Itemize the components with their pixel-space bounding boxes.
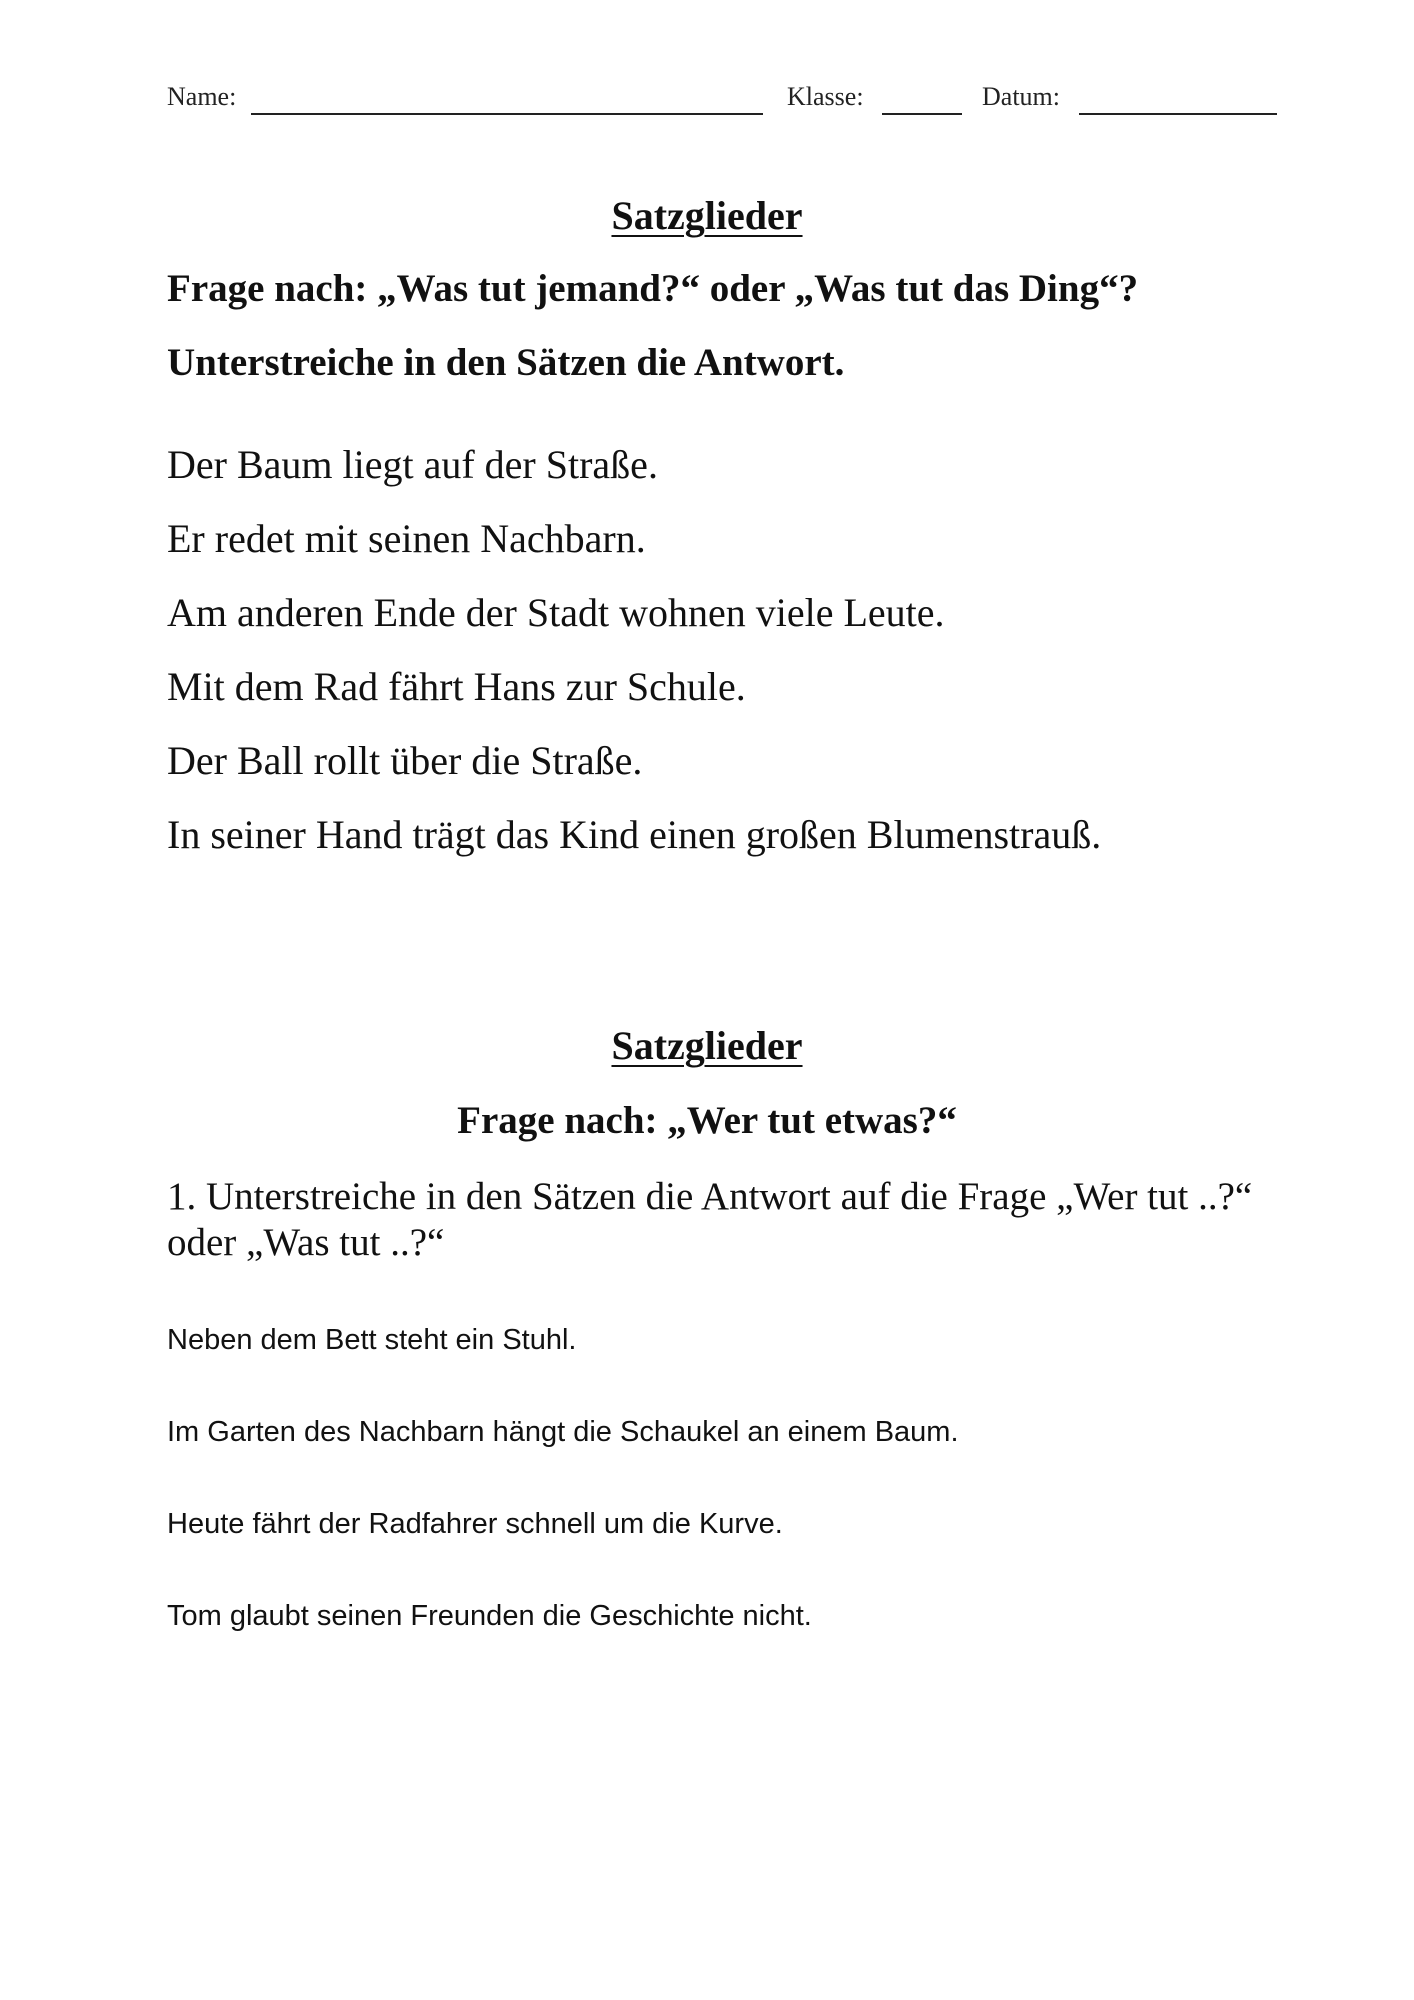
section1-instruction: Unterstreiche in den Sätzen die Antwort. bbox=[167, 341, 845, 384]
class-line[interactable] bbox=[882, 113, 962, 115]
section2-sentence: Tom glaubt seinen Freunden die Geschichte nicht. bbox=[167, 1600, 812, 1632]
section1-sentence: In seiner Hand trägt das Kind einen großen Blumenstrauß. bbox=[167, 812, 1102, 857]
section2-sentence: Im Garten des Nachbarn hängt die Schaukel an einem Baum. bbox=[167, 1416, 959, 1448]
section1-question: Frage nach: „Was tut jemand?“ oder „Was tut das Ding“? bbox=[167, 267, 1139, 310]
section2-sentence: Heute fährt der Radfahrer schnell um die Kurve. bbox=[167, 1508, 783, 1540]
section1-sentence: Der Baum liegt auf der Straße. bbox=[167, 442, 658, 487]
section1-sentence: Er redet mit seinen Nachbarn. bbox=[167, 516, 646, 561]
section1-sentence: Am anderen Ende der Stadt wohnen viele Leute. bbox=[167, 590, 945, 635]
section2-sentence: Neben dem Bett steht ein Stuhl. bbox=[167, 1324, 577, 1356]
name-label: Name: bbox=[167, 82, 237, 111]
section1-sentence: Mit dem Rad fährt Hans zur Schule. bbox=[167, 664, 746, 709]
section1-title: Satzglieder bbox=[611, 193, 803, 238]
date-line[interactable] bbox=[1079, 113, 1277, 115]
section2-question: Frage nach: „Wer tut etwas?“ bbox=[457, 1099, 957, 1142]
date-label: Datum: bbox=[982, 82, 1060, 111]
name-line[interactable] bbox=[251, 113, 763, 115]
class-label: Klasse: bbox=[787, 82, 864, 111]
section2-title: Satzglieder bbox=[611, 1023, 803, 1068]
header-fields bbox=[167, 82, 1277, 122]
section2-task: 1. Unterstreiche in den Sätzen die Antwort auf die Frage „Wer tut ..?“ oder „Was tut ..?“ bbox=[167, 1175, 1253, 1264]
section1-sentence: Der Ball rollt über die Straße. bbox=[167, 738, 643, 783]
